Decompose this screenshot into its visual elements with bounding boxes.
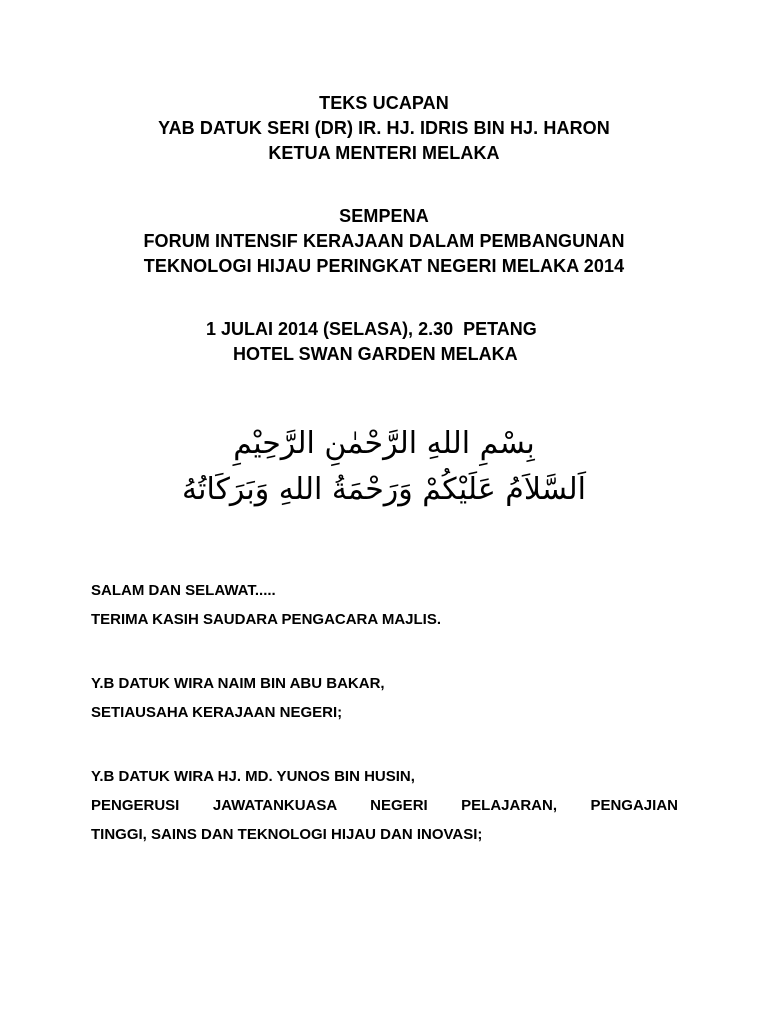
event-date: 1 JULAI 2014 (SELASA), 2.30 PETANG <box>206 319 537 339</box>
speech-title-block <box>0 91 768 166</box>
dignitary-2-name: Y.B DATUK WIRA HJ. MD. YUNOS BIN HUSIN, <box>91 768 415 785</box>
dignitary-1-title: SETIAUSAHA KERAJAAN NEGERI; <box>91 704 343 721</box>
event-name-line-2: TEKNOLOGI HIJAU PERINGKAT NEGERI MELAKA 2014 <box>143 256 625 276</box>
speaker-position: KETUA MENTERI MELAKA <box>268 143 500 163</box>
event-name-line-1: FORUM INTENSIF KERAJAAN DALAM PEMBANGUNAN <box>143 231 625 251</box>
event-occasion-label: SEMPENA <box>339 206 429 226</box>
event-venue: HOTEL SWAN GARDEN MELAKA <box>233 344 518 364</box>
greeting-thanks: TERIMA KASIH SAUDARA PENGACARA MAJLIS. <box>91 611 442 628</box>
arabic-salam: اَلسَّلاَمُ عَلَيْكُمْ وَرَحْمَةُ اللهِ وَبَرَكَاتُهُ <box>182 472 586 507</box>
arabic-basmala: بِسْمِ اللهِ الرَّحْمٰنِ الرَّحِيْمِ <box>233 426 535 461</box>
dignitary-2-title-line-1: PENGERUSI JAWATANKUASA NEGERI PELAJARAN, PENGAJIAN <box>91 797 678 814</box>
dignitary-1-block <box>91 669 678 727</box>
event-title-block <box>0 204 768 279</box>
dignitary-2-title-line-2: TINGGI, SAINS DAN TEKNOLOGI HIJAU DAN INOVASI; <box>91 826 483 843</box>
speech-title: TEKS UCAPAN <box>319 93 449 113</box>
greeting-salam: SALAM DAN SELAWAT..... <box>91 582 276 599</box>
dignitary-2-block <box>91 762 678 849</box>
dignitary-1-name: Y.B DATUK WIRA NAIM BIN ABU BAKAR, <box>91 675 385 692</box>
speaker-name: YAB DATUK SERI (DR) IR. HJ. IDRIS BIN HJ. HARON <box>158 118 610 138</box>
greeting-block <box>91 576 678 634</box>
